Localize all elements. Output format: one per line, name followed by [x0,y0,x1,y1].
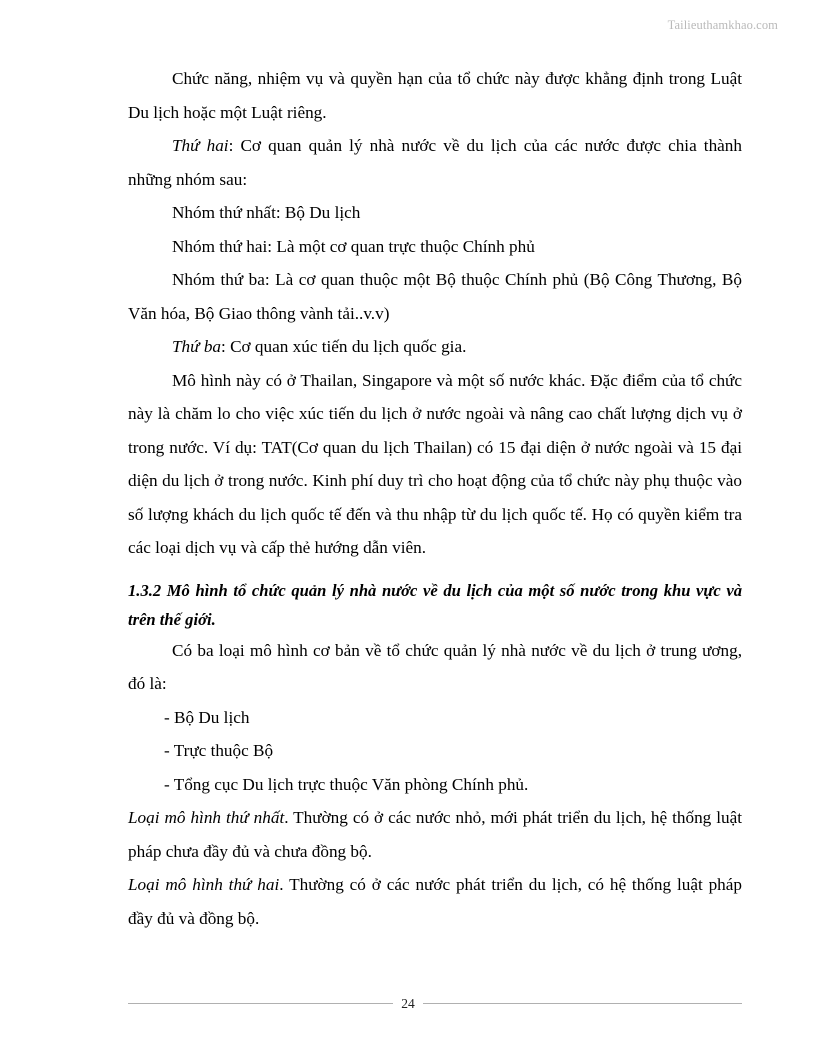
paragraph-6-rest: . Thường có ở các nước nhỏ, mới phát triển du lịch, hệ thống luật pháp chưa đầy đủ và chưa đồng bộ. [128,808,742,861]
paragraph-4: Mô hình này có ở Thailan, Singapore và một số nước khác. Đặc điểm của tổ chức này là chăm lo cho việc xúc tiến du lịch ở nước ngoài và nâng cao chất lượng dịch vụ ở trong nước. Ví dụ: TAT(Cơ quan du lịch Thailan) có 15 đại diện ở nước ngoài và 15 đại diện du lịch ở trong nước. Kinh phí duy trì cho hoạt động của tổ chức này phụ thuộc vào số lượng khách du lịch quốc tế đến và thu nhập từ du lịch quốc tế. Họ có quyền kiểm tra các loại dịch vụ và cấp thẻ hướng dẫn viên. [128,370,742,557]
bullet-item-2: - Trực thuộc Bộ [164,741,274,760]
page-content [128,62,742,935]
paragraph-5: Có ba loại mô hình cơ bản về tổ chức quản lý nhà nước về du lịch ở trung ương, đó là: [128,640,742,693]
bullet-item-1: - Bộ Du lịch [164,707,250,727]
paragraph-7-rest: . Thường có ở các nước phát triển du lịch, có hệ thống luật pháp đầy đủ và đồng bộ. [128,875,742,928]
spacer [128,565,742,576]
group-item-1: Nhóm thứ nhất: Bộ Du lịch [172,203,361,222]
paragraph-3-rest: : Cơ quan xúc tiến du lịch quốc gia. [221,337,467,356]
page-number: 24 [393,996,423,1011]
paragraph-6-lead: Loại mô hình thứ nhất [128,808,285,827]
bullet-item-3: - Tổng cục Du lịch trực thuộc Văn phòng Chính phủ. [164,774,529,794]
paragraph-2-rest: : Cơ quan quản lý nhà nước về du lịch của các nước được chia thành những nhóm sau: [128,136,742,189]
paragraph-1: Chức năng, nhiệm vụ và quyền hạn của tổ chức này được khẳng định trong Luật Du lịch hoặc một Luật riêng. [128,69,742,122]
paragraph-7-lead: Loại mô hình thứ hai [128,875,280,894]
paragraph-3 [128,330,742,364]
page-number-wrap [0,995,816,1013]
section-heading: 1.3.2 Mô hình tổ chức quản lý nhà nước về du lịch của một số nước trong khu vực và trên thế giới. [128,580,742,629]
group-item-3: Nhóm thứ ba: Là cơ quan thuộc một Bộ thuộc Chính phủ (Bộ Công Thương, Bộ Văn hóa, Bộ Giao thông vành tải..v.v) [128,270,742,323]
paragraph-7 [128,868,742,935]
paragraph-6 [128,801,742,868]
paragraph-2 [128,129,742,196]
watermark-text: Tailieuthamkhao.com [667,18,778,32]
group-item-2: Nhóm thứ hai: Là một cơ quan trực thuộc Chính phủ [172,236,535,256]
paragraph-3-lead: Thứ ba [172,337,222,356]
paragraph-2-lead: Thứ hai [172,136,229,155]
